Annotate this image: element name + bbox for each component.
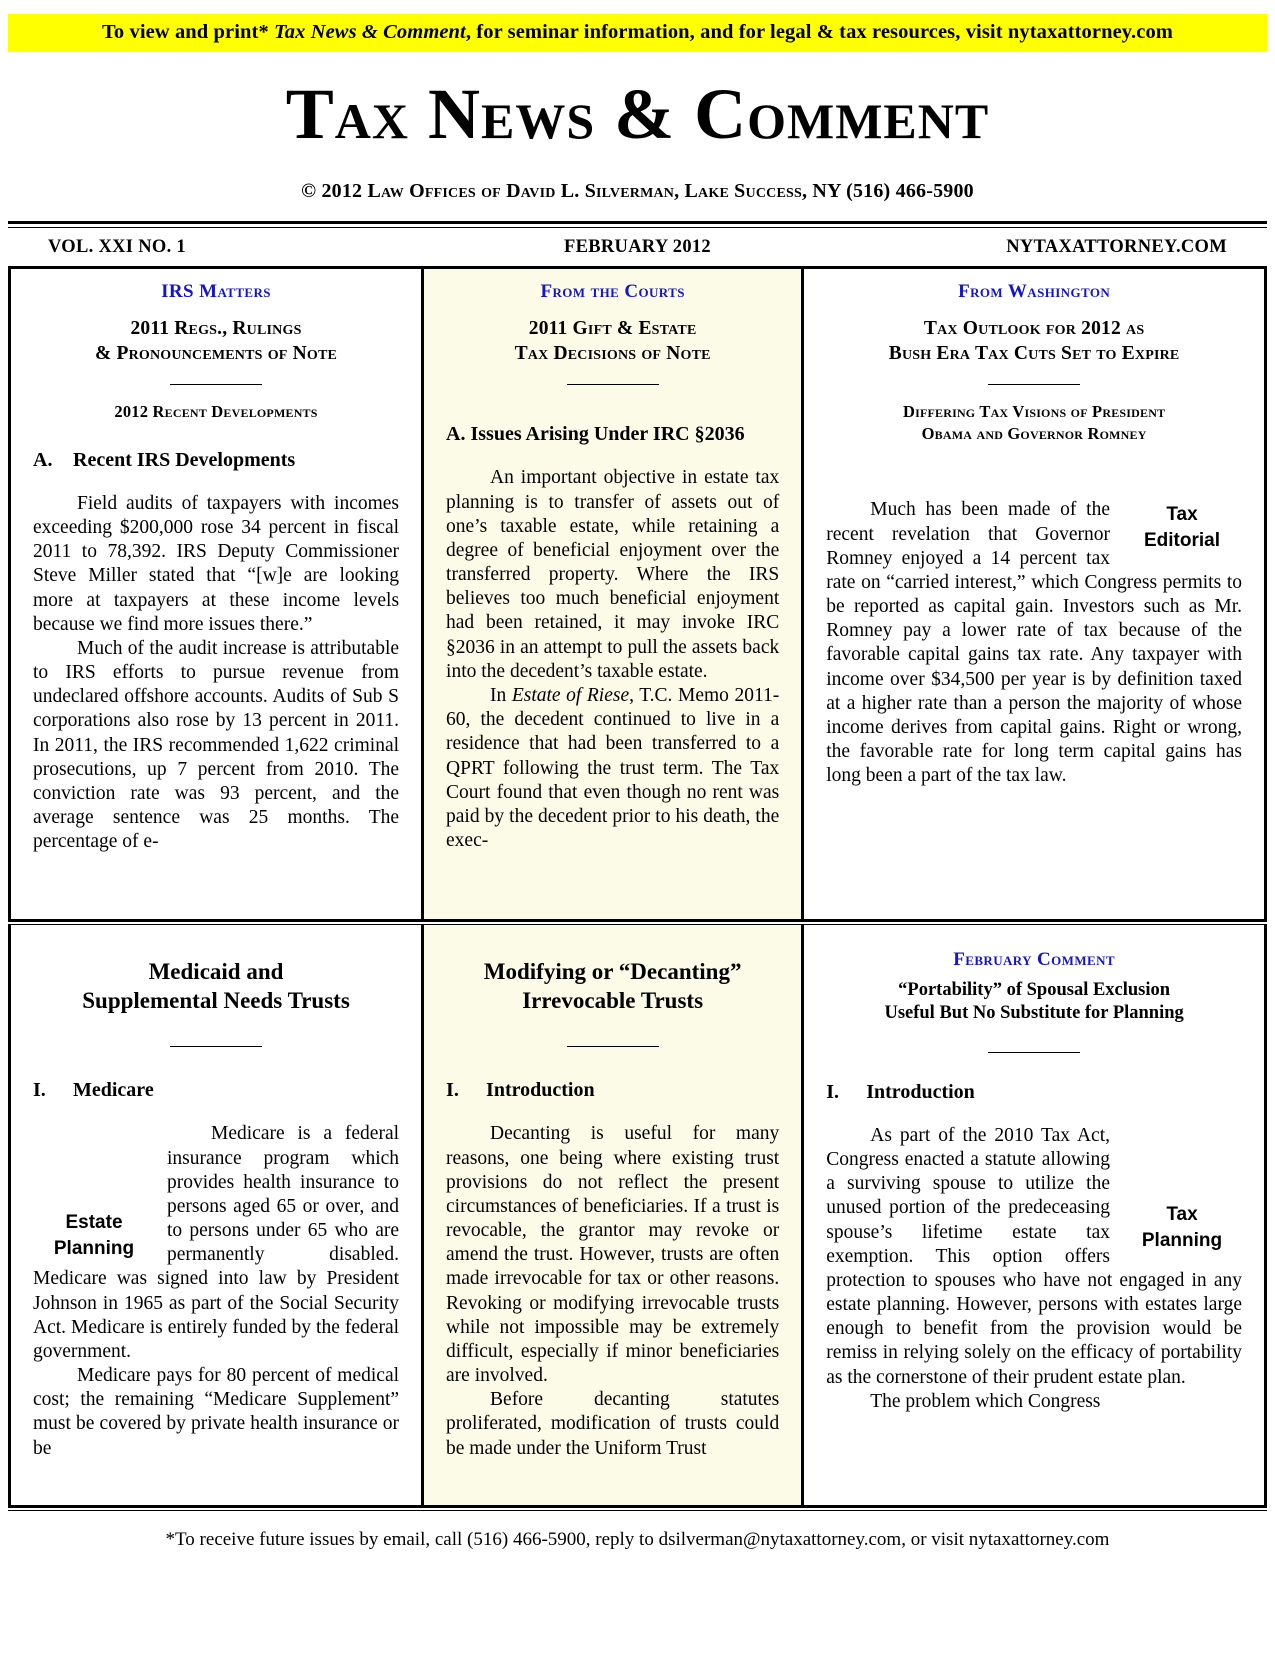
- paragraph-text: Much has been made of the recent revelation that Governor Romney enjoyed a 14 percent tax rate on “carried interest,” which Congress permits to be reported as capital gain. Investors such as Mr. Romney pay a lower rate of tax because of the favorable capital gains tax rate. Any taxpayer with income over $34,500 per year is by definition taxed at a higher rate than a person the majority of whose income derives from capital gains. Right or wrong, the favorable rate for long term capital gains has long been a part of the tax law.: [826, 499, 1242, 787]
- case-name: Estate of Riese: [511, 685, 630, 706]
- deck-decanting: [446, 957, 779, 1017]
- article-decanting: [421, 925, 804, 1505]
- article-from-washington: [804, 269, 1264, 919]
- section-heading-a: [33, 449, 399, 472]
- banner-text-pre: To view and print*: [102, 21, 275, 43]
- section-number: A.: [33, 448, 53, 471]
- article-from-the-courts: [421, 269, 804, 919]
- article-february-comment: [804, 925, 1264, 1505]
- paragraph-post: , T.C. Memo 2011-60, the decedent continued to live in a residence that had been transferred to a QPRT following the trust term. The Tax Court found that even though no rent was paid by the decedent prior to his death, the exec-: [446, 685, 780, 852]
- issue-date: FEBRUARY 2012: [564, 236, 711, 257]
- deck-line-2: Irrevocable Trusts: [522, 988, 704, 1014]
- paragraph: Medicare pays for 80 percent of medical cost; the remaining “Medicare Supplement” must be covered by private health insurance or be: [33, 1365, 400, 1459]
- deck-line-2: & Pronouncements of Note: [94, 342, 338, 364]
- newsletter-page: [0, 14, 1275, 1664]
- deck-line-1: 2011 Regs., Rulings: [130, 317, 302, 339]
- deck-divider: [988, 1052, 1080, 1053]
- inset-tax-planning: [1122, 1202, 1242, 1253]
- deck-divider: [567, 384, 659, 385]
- deck-medicaid: [33, 957, 399, 1017]
- masthead-divider: [8, 221, 1267, 228]
- section-heading-i: [826, 1081, 1242, 1104]
- deck-divider: [170, 1046, 262, 1047]
- section-title: Medicare: [73, 1079, 154, 1102]
- banner-title-italic: Tax News & Comment: [274, 21, 466, 43]
- section-heading-i: [33, 1079, 399, 1102]
- top-banner: [8, 14, 1267, 52]
- section-title: Introduction: [486, 1079, 595, 1102]
- deck-line-2: Supplemental Needs Trusts: [82, 988, 350, 1014]
- top-band: [8, 269, 1267, 919]
- deck-february-comment: [826, 979, 1242, 1026]
- paragraph: [33, 1122, 399, 1364]
- inset-line-1: Estate: [65, 1212, 123, 1234]
- deck-divider: [988, 384, 1080, 385]
- paragraph: [446, 684, 779, 853]
- footer-note: *To receive future issues by email, call (516) 466-5900, reply to dsilverman@nytaxattorney.com, or visit nytaxattorney.com: [165, 1528, 1110, 1550]
- banner-text-post: , for seminar information, and for legal & tax resources, visit nytaxattorney.com: [465, 21, 1173, 43]
- deck-irs-matters: [33, 317, 399, 367]
- volume-bar: [8, 228, 1267, 266]
- article-medicaid: [11, 925, 421, 1505]
- masthead-title: Tax News & Comment: [285, 73, 990, 154]
- paragraph-text: Medicare is a federal insurance program which provides health insurance to persons aged 65 or over, and to persons under 65 who are permanently disabled. Medicare was signed into law by President Johnson in 1965 as part of the Social Security Act. Medicare is entirely funded by the federal government.: [33, 1123, 400, 1362]
- paragraph: [826, 498, 1242, 788]
- kicker-from-washington: From Washington: [958, 280, 1111, 302]
- inset-line-1: Tax: [1166, 1203, 1198, 1225]
- paragraph: Before decanting statutes proliferated, modification of trusts could be made under the Uniform Trust: [446, 1389, 780, 1459]
- deck-divider: [170, 384, 262, 385]
- deck-divider: [567, 1046, 659, 1047]
- paragraph: Field audits of taxpayers with incomes exceeding $200,000 rose 34 percent in fiscal 2011 to 78,392. IRS Deputy Commissioner Steve Miller stated that “[w]e are looking more at taxpayers at these income levels because we find more issues there.”: [33, 492, 400, 635]
- volume-number: VOL. XXI NO. 1: [48, 236, 186, 257]
- inset-line-2: Planning: [53, 1237, 135, 1259]
- deck-line-1: Medicaid and: [148, 958, 284, 984]
- paragraph: An important objective in estate tax planning is to transfer of assets out of one’s taxable estate, while retaining a degree of beneficial enjoyment over the transferred property. Where the IRS believes too much beneficial enjoyment had been retained, it may invoke IRC §2036 in an attempt to pull the assets back into the decedent’s taxable estate.: [446, 467, 780, 682]
- inset-tax-editorial: [1122, 502, 1242, 553]
- section-heading-i: [446, 1079, 779, 1102]
- deck-from-the-courts: [446, 317, 779, 367]
- paragraph-text: As part of the 2010 Tax Act, Congress enacted a statute allowing a surviving spouse to utilize the unused portion of the predeceasing spouse’s lifetime estate tax exemption. This option offers protection to spouses who have not engaged in any estate planning. However, persons with estates large enough to benefit from the provision would be remiss in relying solely on the efficacy of portability as the cornerstone of their prudent estate plan.: [826, 1124, 1242, 1388]
- deck-2-from-washington: [826, 401, 1242, 444]
- paragraph: [826, 1124, 1242, 1390]
- section-number: I.: [446, 1079, 459, 1102]
- deck-2-line-1: Differing Tax Visions of President: [902, 402, 1166, 422]
- deck-line-1: Modifying or “Decanting”: [483, 958, 742, 984]
- deck-2-irs-matters: 2012 Recent Developments: [114, 402, 318, 422]
- deck-2-line-2: Obama and Governor Romney: [921, 423, 1147, 443]
- deck-from-washington: [826, 317, 1242, 367]
- deck-line-2: Tax Decisions of Note: [514, 342, 711, 364]
- deck-line-1: Tax Outlook for 2012 as: [923, 317, 1145, 339]
- paragraph: Decanting is useful for many reasons, one being where existing trust provisions do not reflect the present circumstances of beneficiaries. If a trust is revocable, the grantor may revoke or amend the trust. However, trusts are often made irrevocable for tax or other reasons. Revoking or modifying irrevocable trusts while not impossible may be extremely difficult, especially if minor beneficiaries are involved.: [446, 1123, 780, 1387]
- kicker-from-the-courts: From the Courts: [540, 280, 685, 302]
- section-number: I.: [33, 1079, 46, 1102]
- deck-line-1: “Portability” of Spousal Exclusion: [898, 979, 1171, 1000]
- section-heading-a: A. Issues Arising Under IRC §2036: [446, 423, 745, 446]
- inset-estate-planning: [33, 1210, 155, 1261]
- deck-line-2: Bush Era Tax Cuts Set to Expire: [888, 342, 1180, 364]
- article-irs-matters: [11, 269, 421, 919]
- copyright-line: © 2012 Law Offices of David L. Silverman, Lake Success, NY (516) 466-5900: [301, 179, 974, 202]
- inset-line-1: Tax: [1166, 504, 1198, 526]
- paragraph: Much of the audit increase is attributable to IRS efforts to pursue revenue from undeclared offshore accounts. Audits of Sub S corporations also rose by 13 percent in 2011. In 2011, the IRS recommended 1,622 criminal prosecutions, up 7 percent from 2010. The conviction rate was 93 percent, and the average sentence was 25 months. The percentage of e-: [33, 637, 400, 853]
- deck-line-2: Useful But No Substitute for Planning: [884, 1003, 1184, 1024]
- paragraph: The problem which Congress: [870, 1390, 1101, 1412]
- inset-line-2: Planning: [1141, 1229, 1223, 1251]
- inset-line-2: Editorial: [1143, 529, 1220, 551]
- kicker-february-comment: February Comment: [953, 948, 1115, 970]
- section-number: I.: [826, 1080, 840, 1103]
- bottom-band: [8, 925, 1267, 1505]
- website-url[interactable]: NYTAXATTORNEY.COM: [1006, 236, 1227, 257]
- paragraph-pre: In: [490, 685, 512, 706]
- deck-line-1: 2011 Gift & Estate: [528, 317, 697, 339]
- kicker-irs-matters: IRS Matters: [161, 280, 271, 302]
- section-title: Introduction: [866, 1080, 975, 1103]
- section-title: Recent IRS Developments: [73, 448, 296, 471]
